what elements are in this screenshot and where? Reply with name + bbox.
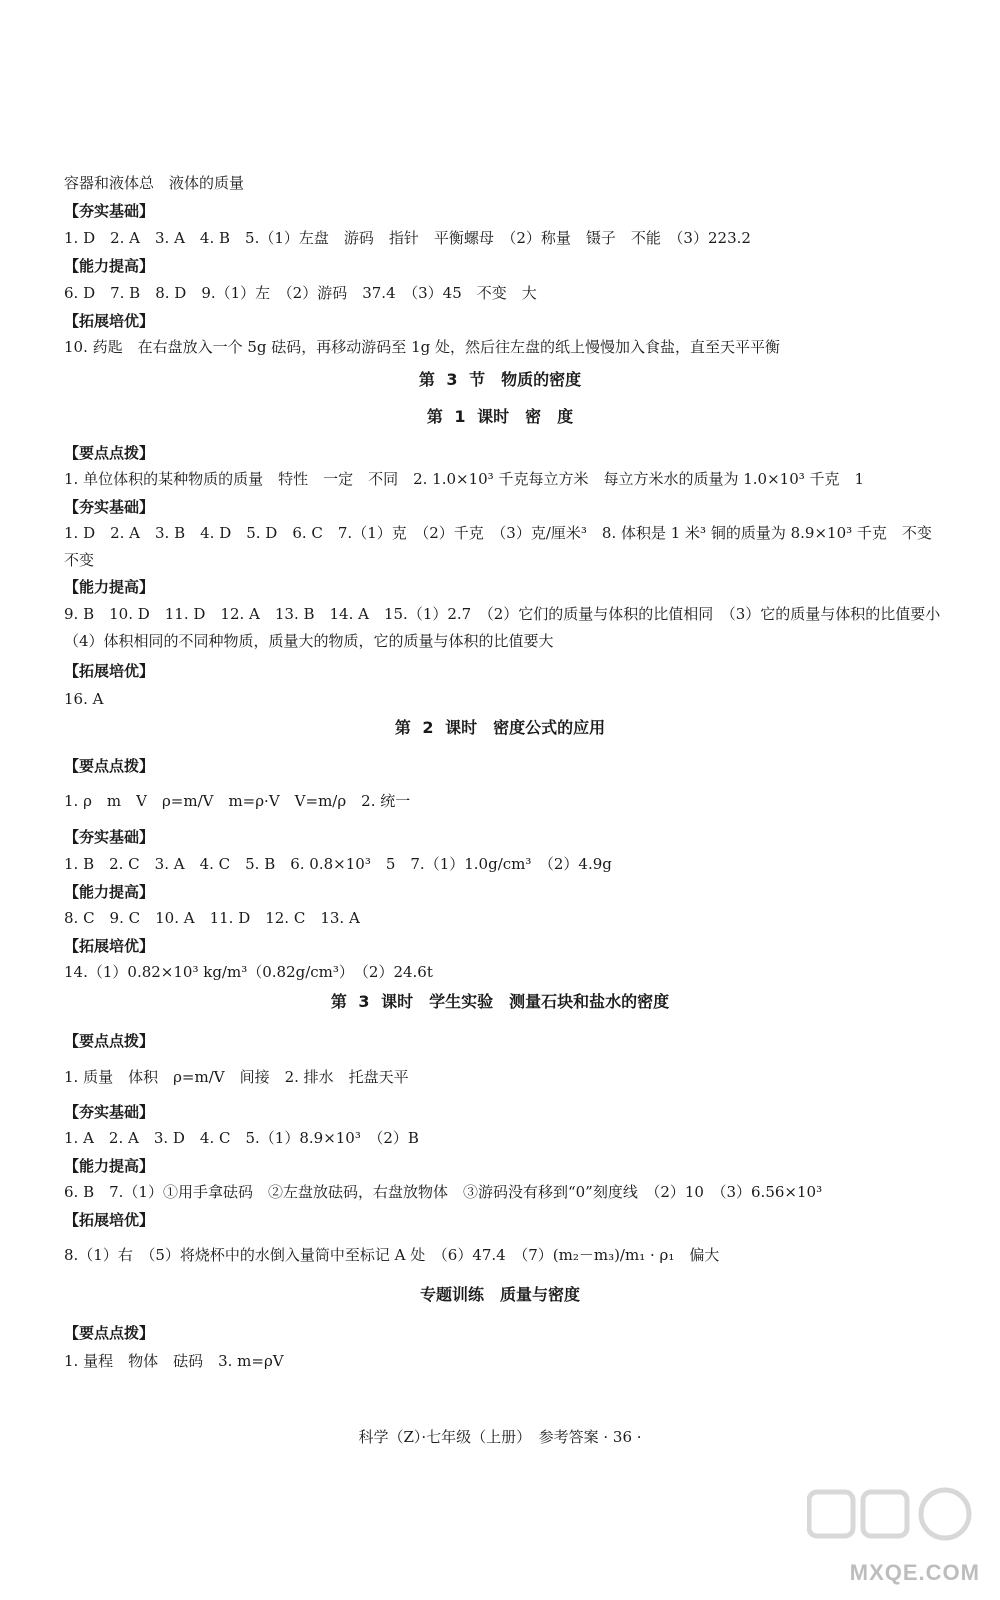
section-tag: 【要点点拨】 <box>64 444 155 462</box>
lesson-title: 第 3 课时 学生实验 测量石块和盐水的密度 <box>330 992 670 1011</box>
section-title: 第 3 节 物质的密度 <box>418 370 582 389</box>
text-line: 8.（1）右 （5）将烧杯中的水倒入量筒中至标记 A 处 （6）47.4 （7）(m₂－m₃)/m₁ · ρ₁ 偏大 <box>64 1246 720 1264</box>
text-line: 1. ρ m V ρ=m/V m=ρ·V V=m/ρ 2. 统一 <box>64 792 411 810</box>
text-line: 容器和液体总 液体的质量 <box>64 174 245 192</box>
section-tag: 【要点点拨】 <box>64 757 155 775</box>
text-line: 16. A <box>64 690 104 708</box>
text-line: 不变 <box>64 551 95 569</box>
text-line: 6. D 7. B 8. D 9.（1）左 （2）游码 37.4 （3）45 不变 大 <box>64 284 537 302</box>
section-tag: 【夯实基础】 <box>64 202 155 220</box>
text-line: （4）体积相同的不同种物质，质量大的物质，它的质量与体积的比值要大 <box>64 632 554 650</box>
section-tag: 【能力提高】 <box>64 257 155 275</box>
text-line: 1. 量程 物体 砝码 3. m=ρV <box>64 1352 284 1370</box>
watermark-text: MXQE.COM <box>849 1560 980 1585</box>
section-tag: 【能力提高】 <box>64 578 155 596</box>
section-tag: 【能力提高】 <box>64 1157 155 1175</box>
section-tag: 【拓展培优】 <box>64 1211 155 1229</box>
section-tag: 【拓展培优】 <box>64 662 155 680</box>
section-tag: 【能力提高】 <box>64 883 155 901</box>
text-line: 1. D 2. A 3. B 4. D 5. D 6. C 7.（1）克 （2）千克 （3）克/厘米³ 8. 体积是 1 米³ 铜的质量为 8.9×10³ 千克 不变 <box>64 524 932 542</box>
text-line: 14.（1）0.82×10³ kg/m³（0.82g/cm³） （2）24.6t <box>64 963 433 981</box>
section-tag: 【夯实基础】 <box>64 1103 155 1121</box>
section-tag: 【拓展培优】 <box>64 937 155 955</box>
text-line: 10. 药匙 在右盘放入一个 5g 砝码，再移动游码至 1g 处，然后往左盘的纸上慢慢加入食盐，直至天平平衡 <box>64 338 780 356</box>
text-line: 6. B 7.（1）①用手拿砝码 ②左盘放砝码，右盘放物体 ③游码没有移到“0”刻度线 （2）10 （3）6.56×10³ <box>64 1183 823 1201</box>
text-line: 1. 质量 体积 ρ=m/V 间接 2. 排水 托盘天平 <box>64 1068 409 1086</box>
text-line: 1. D 2. A 3. A 4. B 5.（1）左盘 游码 指针 平衡螺母 （2）称量 镊子 不能 （3）223.2 <box>64 229 751 247</box>
section-tag: 【拓展培优】 <box>64 312 155 330</box>
section-title: 专题训练 质量与密度 <box>419 1285 580 1304</box>
text-line: 8. C 9. C 10. A 11. D 12. C 13. A <box>64 909 360 927</box>
lesson-title: 第 1 课时 密 度 <box>426 407 574 426</box>
text-line: 1. 单位体积的某种物质的质量 特性 一定 不同 2. 1.0×10³ 千克每立方米 每立方米水的质量为 1.0×10³ 千克 1 <box>64 470 865 488</box>
section-tag: 【夯实基础】 <box>64 498 155 516</box>
text-line: 1. A 2. A 3. D 4. C 5.（1）8.9×10³ （2）B <box>64 1129 419 1147</box>
section-tag: 【夯实基础】 <box>64 828 155 846</box>
page-footer: 科学（Z）·七年级（上册） 参考答案 · 36 · <box>358 1428 642 1446</box>
section-tag: 【要点点拨】 <box>64 1324 155 1342</box>
lesson-title: 第 2 课时 密度公式的应用 <box>394 718 606 737</box>
section-tag: 【要点点拨】 <box>64 1032 155 1050</box>
text-line: 1. B 2. C 3. A 4. C 5. B 6. 0.8×10³ 5 7.（1）1.0g/cm³ （2）4.9g <box>64 855 612 873</box>
text-line: 9. B 10. D 11. D 12. A 13. B 14. A 15.（1）2.7 （2）它们的质量与体积的比值相同 （3）它的质量与体积的比值要小 <box>64 605 941 623</box>
